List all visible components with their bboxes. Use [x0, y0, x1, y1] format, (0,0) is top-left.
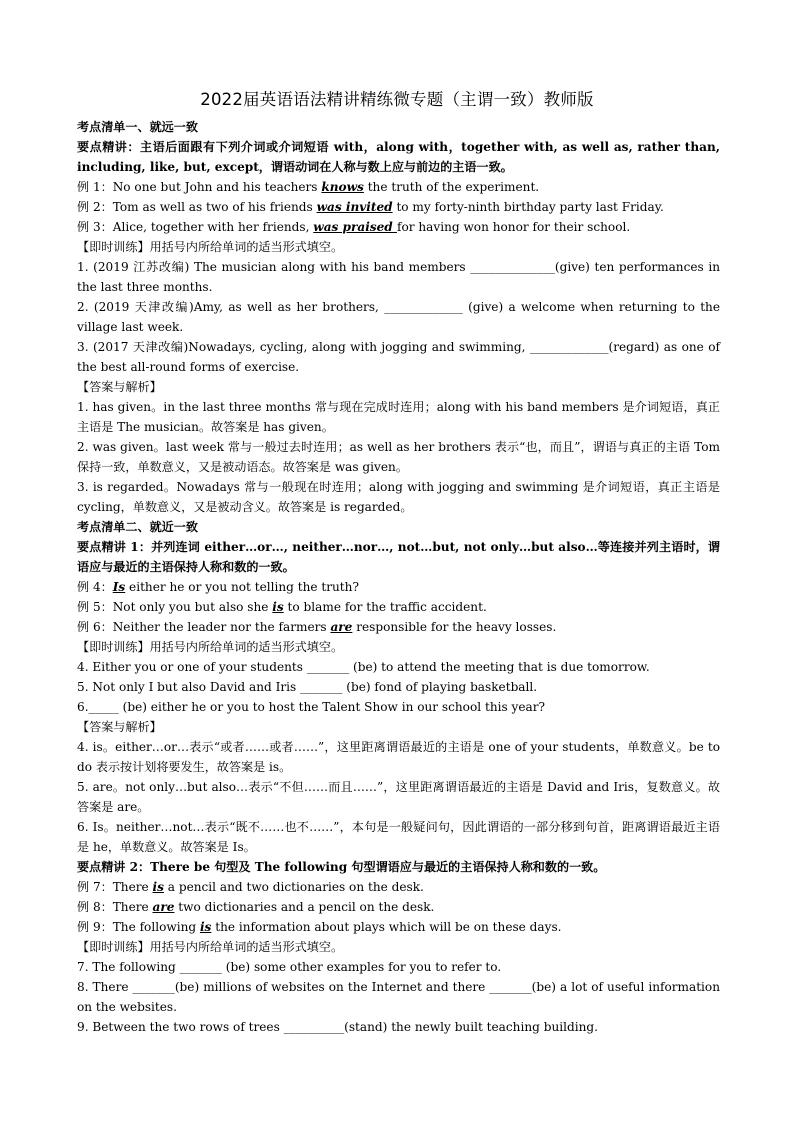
text-line: 6._____ (be) either he or you to host the Talent Show in our school this year?	[77, 700, 545, 714]
example-line	[77, 197, 720, 217]
example-answer: Is	[112, 580, 126, 594]
section-heading: 考点清单一、就远一致	[77, 120, 198, 134]
text-line: 7. The following _______ (be) some other examples for you to refer to.	[77, 960, 502, 974]
example-answer: is	[272, 600, 284, 614]
example-answer: is	[199, 920, 212, 934]
text-line: 【答案与解析】	[77, 720, 162, 734]
paragraph: 3. (2017 天津改编)Nowadays, cycling, along with jogging and swimming, _____________(regard) as one of the best all-round forms of exercise.	[77, 340, 720, 374]
example-line	[77, 177, 720, 197]
text-line: 【即时训练】用括号内所给单词的适当形式填空。	[77, 240, 344, 254]
paragraph: 1. (2019 江苏改编) The musician along with his band members ______________(give) ten performances in the last three months.	[77, 260, 720, 294]
text-line: 【即时训练】用括号内所给单词的适当形式填空。	[77, 940, 344, 954]
example-line	[77, 877, 720, 897]
document-body	[77, 117, 720, 1037]
example-text: to my forty-ninth birthday party last Friday.	[392, 200, 664, 214]
example-line	[77, 597, 720, 617]
page-title: 2022届英语语法精讲精练微专题（主谓一致）教师版	[200, 90, 594, 109]
paragraph: 1. has given。in the last three months 常与现在完成时连用；along with his band members 是介词短语，真正主语是 The musician。故答案是 has given。	[77, 400, 720, 434]
example-answer: knows	[321, 180, 364, 194]
example-text: 例 8：There	[77, 900, 153, 914]
paragraph: 2. was given。last week 常与一般过去时连用；as well as her brothers 表示“也，而且”，谓语与真正的主语 Tom 保持一致，单数意义，又是被动语态。故答案是 was given。	[77, 440, 720, 474]
paragraph: 8. There _______(be) millions of websites on the Internet and there _______(be) a lot of useful information on the websites.	[77, 980, 720, 1014]
example-answer: was invited	[316, 200, 393, 214]
example-line	[77, 617, 720, 637]
example-text: responsible for the heavy losses.	[352, 620, 557, 634]
text-line: 【答案与解析】	[77, 380, 162, 394]
example-text: 例 9：The following	[77, 920, 200, 934]
example-text: either he or you not telling the truth?	[125, 580, 359, 594]
key-point: 要点精讲 2：There be 句型及 The following 句型谓语应与最近的主语保持人称和数的一致。	[77, 860, 606, 874]
example-text: a pencil and two dictionaries on the desk.	[163, 880, 424, 894]
paragraph: 3. is regarded。Nowadays 常与一般现在时连用；along with jogging and swimming 是介词短语，真正主语是 cycling，单数意义，又是被动含义。故答案是 is regarded。	[77, 480, 720, 514]
example-answer: is	[152, 880, 164, 894]
example-answer: are	[330, 620, 353, 634]
example-line	[77, 577, 720, 597]
example-text: 例 5：Not only you but also she	[77, 600, 273, 614]
example-text: 例 6：Neither the leader nor the farmers	[77, 620, 331, 634]
example-text: 例 7：There	[77, 880, 153, 894]
paragraph: 4. is。either…or…表示“或者……或者……”，这里距离谓语最近的主语是 one of your students，单数意义。be to do 表示按计划将要发生，故答案是 is。	[77, 740, 720, 774]
example-text: the information about plays which will be on these days.	[211, 920, 562, 934]
example-answer: are	[152, 900, 175, 914]
example-text: to blame for the traffic accident.	[283, 600, 487, 614]
example-answer: was praised	[313, 220, 397, 234]
text-line: 9. Between the two rows of trees __________(stand) the newly built teaching building.	[77, 1020, 598, 1034]
key-point: 要点精讲 1：并列连词 either…or…, neither…nor…, not…but, not only…but also…等连接并列主语时，谓语应与最近的主语保持人称和数的一致。	[77, 540, 720, 574]
text-line: 【即时训练】用括号内所给单词的适当形式填空。	[77, 640, 344, 654]
example-text: two dictionaries and a pencil on the desk.	[174, 900, 435, 914]
text-line: 5. Not only I but also David and Iris _______ (be) fond of playing basketball.	[77, 680, 538, 694]
example-text: for having won honor for their school.	[396, 220, 631, 234]
key-point: 要点精讲：主语后面跟有下列介词或介词短语 with，along with，together with, as well as, rather than, including, like, but, except，谓语动词在人称与数上应与前边的主语一致。	[77, 140, 720, 174]
section-heading: 考点清单二、就近一致	[77, 520, 198, 534]
paragraph: 2. (2019 天津改编)Amy, as well as her brothers, _____________ (give) a welcome when returning to the village last week.	[77, 300, 720, 334]
example-text: 例 3：Alice, together with her friends,	[77, 220, 314, 234]
example-text: the truth of the experiment.	[363, 180, 540, 194]
example-line	[77, 917, 720, 937]
paragraph: 6. Is。neither…not…表示“既不……也不……”，本句是一般疑问句，因此谓语的一部分移到句首，距离谓语最近主语是 he，单数意义。故答案是 Is。	[77, 820, 720, 854]
example-text: 例 4：	[77, 580, 113, 594]
text-line: 4. Either you or one of your students _______ (be) to attend the meeting that is due tomorrow.	[77, 660, 650, 674]
example-text: 例 2：Tom as well as two of his friends	[77, 200, 317, 214]
example-text: 例 1：No one but John and his teachers	[77, 180, 322, 194]
example-line	[77, 217, 720, 237]
paragraph: 5. are。not only…but also…表示“不但……而且……”，这里距离谓语最近的主语是 David and Iris，复数意义。故答案是 are。	[77, 780, 720, 814]
example-line	[77, 897, 720, 917]
